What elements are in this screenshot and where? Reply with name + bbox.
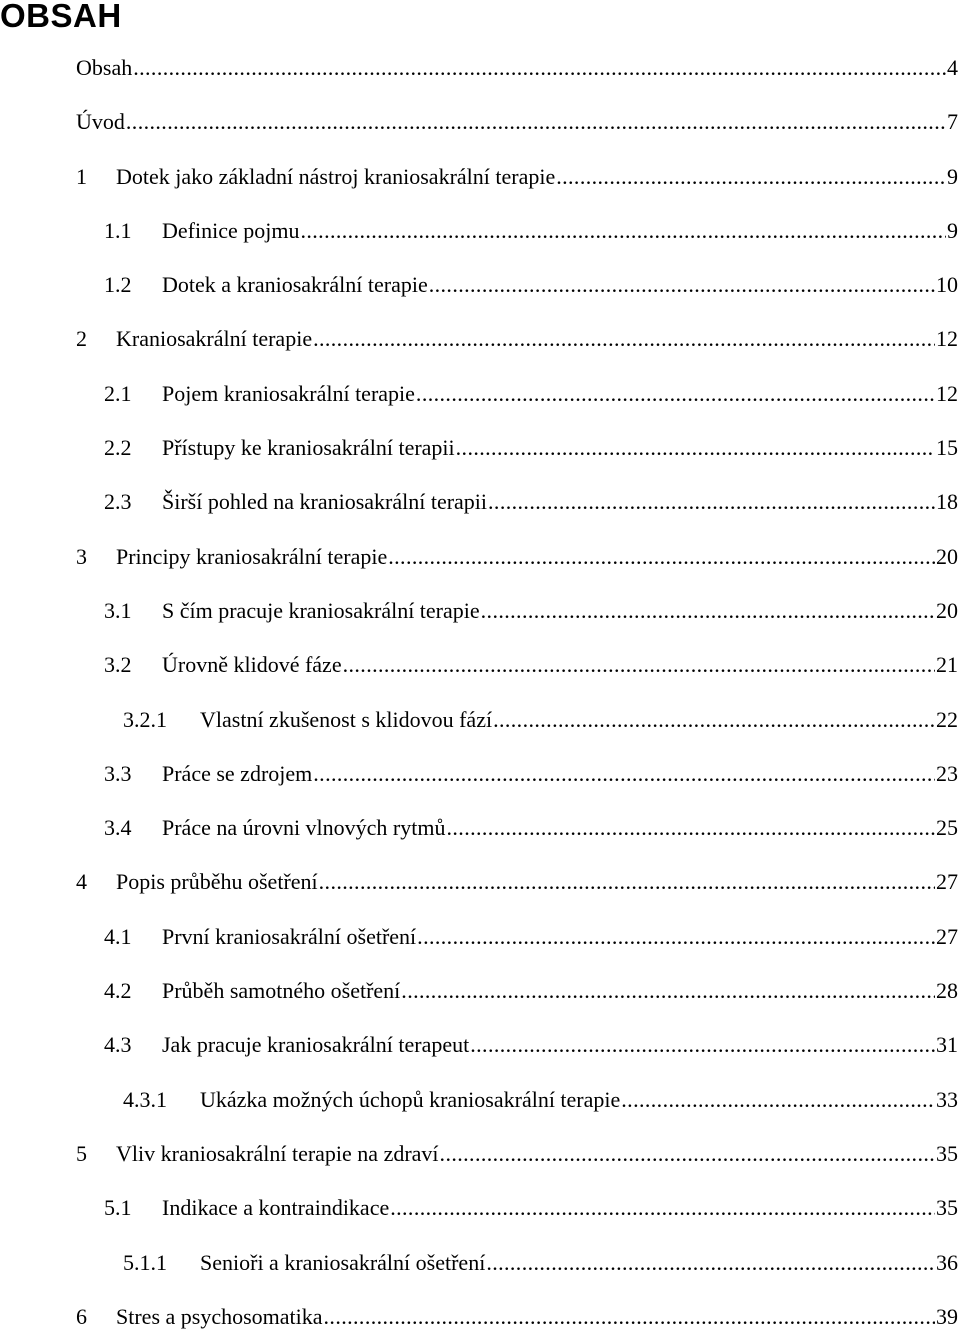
toc-entry-title: Úrovně klidové fáze: [162, 652, 342, 678]
toc-entry-title: Dotek a kraniosakrální terapie: [162, 272, 428, 298]
toc-entry-page-number: 35: [936, 1140, 958, 1166]
table-of-contents: [0, 41, 960, 1344]
toc-entry-number: 4.3: [104, 1032, 132, 1058]
toc-entry-page-number: 20: [936, 543, 958, 569]
toc-entry-page-number: 12: [936, 380, 958, 406]
toc-dot-leader: [440, 1127, 935, 1181]
toc-entry-title: Průběh samotného ošetření: [162, 978, 401, 1004]
toc-entry-title: Definice pojmu: [162, 217, 300, 243]
toc-entry-page-number: 27: [936, 923, 958, 949]
toc-entry-title: Pojem kraniosakrální terapie: [162, 380, 415, 406]
toc-entry[interactable]: [0, 1127, 960, 1181]
toc-entry-title: Obsah: [76, 55, 133, 80]
toc-dot-leader: [488, 475, 935, 529]
toc-entry-number: 4.1: [104, 923, 132, 949]
toc-entry[interactable]: [0, 258, 960, 312]
toc-entry[interactable]: [0, 801, 960, 855]
toc-entry-number: 3.1: [104, 597, 132, 623]
toc-dot-leader: [343, 638, 935, 692]
toc-dot-leader: [324, 1290, 935, 1344]
toc-entry[interactable]: [0, 693, 960, 747]
toc-entry-number: 5.1.1: [123, 1249, 167, 1275]
toc-entry-page-number: 36: [936, 1249, 958, 1275]
toc-entry-page-number: 9: [947, 163, 958, 189]
toc-entry-title: Širší pohled na kraniosakrální terapii: [162, 489, 488, 515]
toc-entry[interactable]: [0, 910, 960, 964]
toc-entry-page-number: 7: [947, 109, 958, 135]
toc-entry-page-number: 21: [936, 652, 958, 678]
toc-entry-title: Práce se zdrojem: [162, 760, 313, 786]
toc-dot-leader: [401, 964, 935, 1018]
toc-entry[interactable]: [0, 421, 960, 475]
toc-entry-number: 2.1: [104, 380, 132, 406]
toc-entry-number: 3.2.1: [123, 706, 167, 732]
page-title: OBSAH: [0, 0, 122, 34]
toc-dot-leader: [493, 693, 935, 747]
toc-dot-leader: [486, 1236, 935, 1290]
toc-entry[interactable]: [0, 150, 960, 204]
toc-entry-number: 5: [76, 1140, 87, 1166]
toc-entry[interactable]: [0, 530, 960, 584]
toc-entry[interactable]: [0, 964, 960, 1018]
toc-dot-leader: [133, 41, 946, 95]
toc-entry-title: Stres a psychosomatika: [116, 1303, 323, 1329]
toc-entry[interactable]: [0, 855, 960, 909]
toc-entry[interactable]: [0, 367, 960, 421]
toc-entry[interactable]: [0, 204, 960, 258]
toc-entry-page-number: 39: [936, 1303, 958, 1329]
toc-entry-page-number: 4: [947, 55, 958, 80]
toc-entry-page-number: 33: [936, 1086, 958, 1112]
toc-entry-number: 3.4: [104, 815, 132, 841]
toc-dot-leader: [429, 258, 935, 312]
toc-entry-number: 2.2: [104, 435, 132, 461]
toc-entry-number: 1.2: [104, 272, 132, 298]
toc-entry-number: 3: [76, 543, 87, 569]
toc-entry-number: 1: [76, 163, 87, 189]
toc-dot-leader: [313, 747, 935, 801]
toc-entry-page-number: 28: [936, 978, 958, 1004]
toc-entry-title: Vlastní zkušenost s klidovou fází: [200, 706, 493, 732]
toc-dot-leader: [300, 204, 946, 258]
toc-entry-number: 4.2: [104, 978, 132, 1004]
toc-entry[interactable]: [0, 638, 960, 692]
toc-dot-leader: [388, 530, 935, 584]
toc-dot-leader: [621, 1073, 935, 1127]
toc-entry-page-number: 18: [936, 489, 958, 515]
toc-entry-page-number: 31: [936, 1032, 958, 1058]
toc-entry-number: 4: [76, 869, 87, 895]
toc-entry-title: Principy kraniosakrální terapie: [116, 543, 388, 569]
toc-entry-page-number: 35: [936, 1195, 958, 1221]
toc-entry[interactable]: [0, 41, 960, 95]
toc-entry-page-number: 27: [936, 869, 958, 895]
toc-entry-number: 2: [76, 326, 87, 352]
toc-entry-title: Senioři a kraniosakrální ošetření: [200, 1249, 486, 1275]
toc-entry[interactable]: [0, 95, 960, 149]
toc-entry-number: 3.2: [104, 652, 132, 678]
toc-entry-title: Dotek jako základní nástroj kraniosakrální terapie: [116, 163, 556, 189]
toc-entry-title: Jak pracuje kraniosakrální terapeut: [162, 1032, 470, 1058]
toc-dot-leader: [556, 150, 946, 204]
toc-entry-page-number: 15: [936, 435, 958, 461]
toc-entry-page-number: 22: [936, 706, 958, 732]
toc-entry-title: Kraniosakrální terapie: [116, 326, 313, 352]
toc-dot-leader: [126, 95, 946, 149]
toc-entry-title: Vliv kraniosakrální terapie na zdraví: [116, 1140, 439, 1166]
toc-entry-page-number: 12: [936, 326, 958, 352]
toc-entry[interactable]: [0, 312, 960, 366]
toc-entry-page-number: 25: [936, 815, 958, 841]
toc-entry-number: 1.1: [104, 217, 132, 243]
toc-entry[interactable]: [0, 747, 960, 801]
toc-entry-title: Popis průběhu ošetření: [116, 869, 318, 895]
toc-entry[interactable]: [0, 1073, 960, 1127]
toc-entry-number: 4.3.1: [123, 1086, 167, 1112]
toc-entry[interactable]: [0, 1236, 960, 1290]
toc-entry-title: Úvod: [76, 109, 125, 135]
toc-entry-page-number: 20: [936, 597, 958, 623]
toc-entry-title: Ukázka možných úchopů kraniosakrální terapie: [200, 1086, 621, 1112]
toc-dot-leader: [481, 584, 935, 638]
toc-entry-number: 3.3: [104, 760, 132, 786]
toc-dot-leader: [470, 1018, 935, 1072]
toc-entry[interactable]: [0, 1290, 960, 1344]
toc-entry-page-number: 23: [936, 760, 958, 786]
toc-entry-title: Práce na úrovni vlnových rytmů: [162, 815, 446, 841]
toc-dot-leader: [416, 367, 935, 421]
toc-entry[interactable]: [0, 584, 960, 638]
toc-entry-number: 2.3: [104, 489, 132, 515]
toc-entry[interactable]: [0, 1181, 960, 1235]
toc-entry-title: S čím pracuje kraniosakrální terapie: [162, 597, 480, 623]
toc-entry-number: 5.1: [104, 1195, 132, 1221]
toc-dot-leader: [319, 855, 935, 909]
toc-entry-number: 6: [76, 1303, 87, 1329]
toc-entry-title: Indikace a kontraindikace: [162, 1195, 390, 1221]
toc-entry-page-number: 10: [936, 272, 958, 298]
toc-dot-leader: [390, 1181, 935, 1235]
toc-dot-leader: [313, 312, 935, 366]
toc-entry-title: První kraniosakrální ošetření: [162, 923, 417, 949]
toc-entry[interactable]: [0, 1018, 960, 1072]
toc-entry-title: Přístupy ke kraniosakrální terapii: [162, 435, 455, 461]
toc-dot-leader: [456, 421, 935, 475]
toc-dot-leader: [447, 801, 936, 855]
toc-entry[interactable]: [0, 475, 960, 529]
toc-dot-leader: [417, 910, 935, 964]
toc-entry-page-number: 9: [947, 217, 958, 243]
